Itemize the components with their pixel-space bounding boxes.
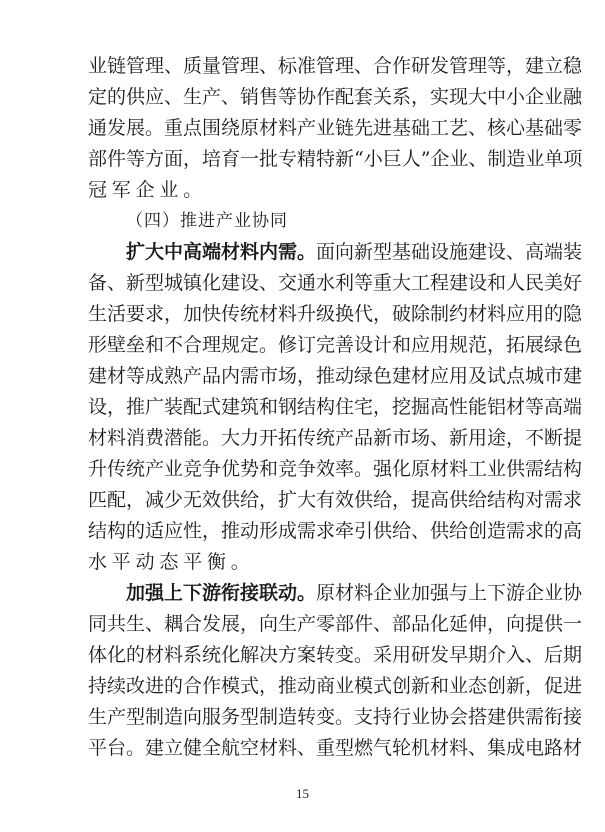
text-line: 结构的适应性，推动形成需求牵引供给、供给创造需求的高: [88, 520, 583, 542]
text-line: 生活要求，加快传统材料升级换代，破除制约材料应用的隐: [88, 303, 583, 325]
paragraph-first-line-text: 面向新型基础设施建设、高端装: [316, 241, 583, 263]
paragraph-lead-bold: 加强上下游衔接联动。: [126, 582, 317, 604]
text-line: 生产型制造向服务型制造转变。支持行业协会搭建供需衔接: [88, 706, 583, 728]
page-body: [88, 51, 583, 764]
text-line: 升传统产业竞争优势和竞争效率。强化原材料工业供需结构: [88, 458, 583, 480]
text-line: 部件等方面，培育一批专精特新“小巨人”企业、制造业单项: [88, 148, 583, 170]
paragraph-lead-bold: 扩大中高端材料内需。: [126, 241, 317, 263]
text-line: 形壁垒和不合理规定。修订完善设计和应用规范，拓展绿色: [88, 334, 583, 356]
paragraph-first-line: [88, 237, 583, 268]
text-line: 匹配，减少无效供给，扩大有效供给，提高供给结构对需求: [88, 489, 583, 511]
text-line: 水平动态平衡。: [88, 551, 255, 573]
text-line: 体化的材料系统化解决方案转变。采用研发早期介入、后期: [88, 644, 583, 666]
section-heading: （四）推进产业协同: [126, 211, 288, 231]
text-line: 通发展。重点围绕原材料产业链先进基础工艺、核心基础零: [88, 117, 583, 139]
text-line: 备、新型城镇化建设、交通水利等重大工程建设和人民美好: [88, 272, 583, 294]
text-line: 平台。建立健全航空材料、重型燃气轮机材料、集成电路材: [88, 737, 583, 759]
text-line: 设，推广装配式建筑和钢结构住宅，挖掘高性能铝材等高端: [88, 396, 583, 418]
page-number: 15: [296, 786, 309, 801]
paragraph-first-line-text: 原材料企业加强与上下游企业协: [316, 582, 583, 604]
paragraph-first-line: [88, 578, 583, 609]
text-line: 持续改进的合作模式，推动商业模式创新和业态创新，促进: [88, 675, 583, 697]
text-line: 同共生、耦合发展，向生产零部件、部品化延伸，向提供一: [88, 613, 583, 635]
text-line: 冠军企业。: [88, 179, 208, 201]
text-line: 材料消费潜能。大力开拓传统产品新市场、新用途，不断提: [88, 427, 583, 449]
text-line: 业链管理、质量管理、标准管理、合作研发管理等，建立稳: [88, 55, 583, 77]
text-line: 建材等成熟产品内需市场，推动绿色建材应用及试点城市建: [88, 365, 583, 387]
text-line: 定的供应、生产、销售等协作配套关系，实现大中小企业融: [88, 86, 583, 108]
